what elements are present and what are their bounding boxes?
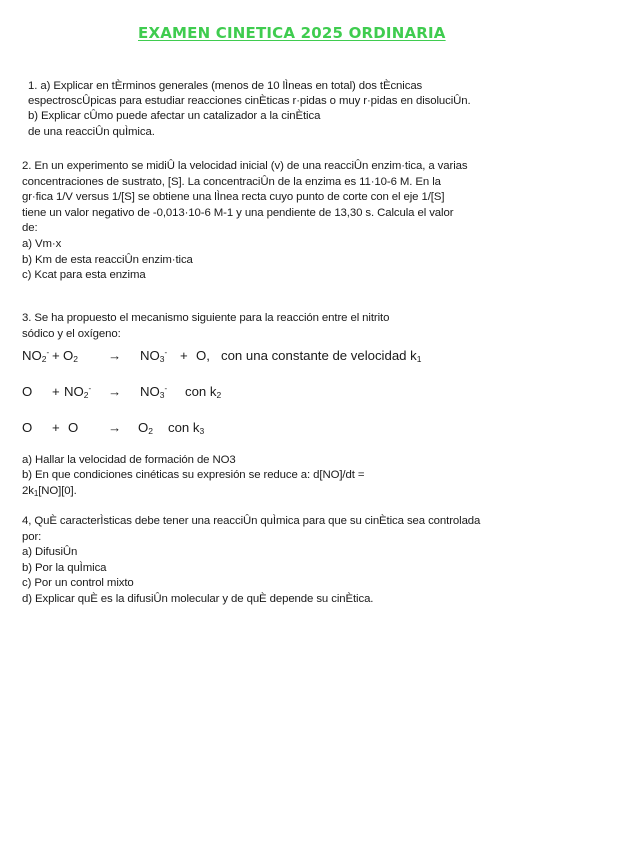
q4-option-b: b) Por la quÌmica: [22, 562, 107, 574]
q4-line-1: 4, QuÈ caracterÌsticas debe tener una reacciÛn quÌmica para que su cinÈtica sea controlada: [22, 515, 481, 527]
eq3-reactant-o-2: O: [68, 420, 79, 435]
q1-line-3: b) Explicar cÛmo puede afectar un catalizador a la cinÈtica: [28, 110, 321, 122]
eq1-reactant-no2: $NO_2^-$: [22, 348, 50, 364]
q3-question-b: b) En que condiciones cinéticas su expresión se reduce a: d[NO]/dt =: [22, 469, 365, 481]
eq2-reactant-no2: $NO_2^-$: [64, 384, 92, 400]
q4-option-d: d) Explicar quÈ es la difusiÛn molecular y de quÈ depende su cinÈtica.: [22, 593, 374, 605]
q4-option-c: c) Por un control mixto: [22, 577, 134, 589]
eq3-rate-constant: con $k_3$: [168, 420, 205, 436]
q1-line-2: espectroscÛpicas para estudiar reacciones cinÈticas r·pidas o muy r·pidas en disoluciÛn.: [28, 95, 471, 107]
eq1-reactant-o2: $O_2$: [63, 348, 78, 364]
eq2-reactant-o: O: [22, 384, 33, 399]
q3-question-a: a) Hallar la velocidad de formación de NO3: [22, 454, 236, 466]
eq3-reactant-o-1: O: [22, 420, 33, 435]
eq1-plus-2: +: [180, 348, 188, 363]
q1-line-1: 1. a) Explicar en tÈrminos generales (menos de 10 lÌneas en total) dos tÈcnicas: [28, 80, 423, 92]
q2-line-1: 2. En un experimento se midiÛ la velocidad inicial (v) de una reacciÛn enzim·tica, a varias: [22, 160, 468, 172]
equation-3: [0, 420, 636, 438]
eq2-arrow-icon: →: [108, 384, 122, 399]
eq3-plus: +: [52, 420, 60, 435]
q4-line-2: por:: [22, 531, 42, 543]
q2-option-b: b) Km de esta reacciÛn enzim·tica: [22, 254, 193, 266]
eq1-product-o: O,: [196, 348, 210, 363]
eq2-rate-constant: con $k_2$: [185, 384, 222, 400]
eq1-arrow-icon: →: [108, 348, 122, 363]
equation-2: [0, 384, 636, 402]
q3-rate-expression: $2k_1[NO][0]$.: [22, 485, 77, 498]
eq1-product-no3: $NO_3^-$: [140, 348, 168, 364]
equation-1: [0, 348, 636, 366]
q3-intro-1: 3. Se ha propuesto el mecanismo siguiente para la reacción entre el nitrito: [22, 312, 390, 324]
q4-option-a: a) DifusiÛn: [22, 546, 78, 558]
q2-option-c: c) Kcat para esta enzima: [22, 269, 146, 281]
q2-line-4: tiene un valor negativo de -0,013·10-6 M-1 y una pendiente de 13,30 s. Calcula el valor: [22, 207, 454, 219]
q2-option-a: a) Vm·x: [22, 238, 62, 250]
eq3-product-o2: $O_2$: [138, 420, 153, 436]
eq3-arrow-icon: →: [108, 420, 122, 435]
q2-line-2: concentraciones de sustrato, [S]. La concentraciÛn de la enzima es 11·10-6 M. En la: [22, 176, 441, 188]
q1-line-4: de una reacciÛn quÌmica.: [28, 126, 155, 138]
q2-line-5: de:: [22, 222, 38, 234]
eq2-plus: +: [52, 384, 60, 399]
eq1-plus-1: +: [52, 348, 60, 363]
exam-title: EXAMEN CINETICA 2025 ORDINARIA: [138, 24, 446, 42]
q2-line-3: gr·fica 1/V versus 1/[S] se obtiene una lÌnea recta cuyo punto de corte con el eje 1/[S]: [22, 191, 445, 203]
eq2-product-no3: $NO_3^-$: [140, 384, 168, 400]
eq1-rate-constant: con una constante de velocidad $k_1$: [221, 348, 422, 364]
q3-intro-2: sódico y el oxígeno:: [22, 328, 121, 340]
